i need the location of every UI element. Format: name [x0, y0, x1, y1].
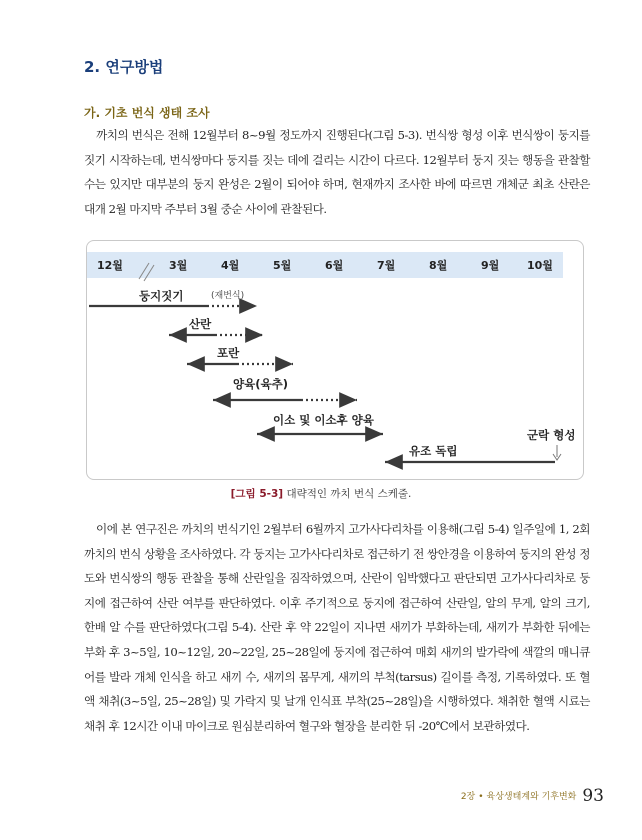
activity-chick-rearing: 양육(육추) [233, 377, 288, 391]
month-label: 4월 [221, 259, 240, 272]
month-label: 3월 [169, 259, 188, 272]
paragraph-2-text: 이에 본 연구진은 까치의 번식기인 2월부터 6월까지 고가사다리차를 이용해(그림 5-4) 일주일에 1, 2회 까치의 번식 상황을 조사하였다. 각 둥지는 고가사다리차로 접근하기 전 쌍안경을 이용하여 둥지의 완성 정도와 번식쌍의 행동 관찰을 통해 산란일을 짐작하였으며, 산란이 임박했다고 판단되면 고가사다리차로 둥지에 접근하여 산란 여부를 판단하였다. 이후 주기적으로 둥지에 접근하여 산란일, 알의 무게, 알의 크기, 한배 알 수를 판단하였다(그림 5-4). 산란 후 약 22일이 지나면 새끼가 부화하는데, 새끼가 부화한 뒤에는 부화 후 3~5일, 10~12일, 20~22일, 25~28일에 둥지에 접근하여 매회 새끼의 발가락에 색깔의 매니큐어를 발라 개체 인식을 하고 새끼 수, 새끼의 몸무게, 새끼의 부척(tarsus) 길이를 측정, 기록하였다. 또 혈액 채취(3~5일, 25~28일) 및 가락지 및 날개 인식표 부착(25~28일)을 시행하였다. 채취한 혈액 시료는 채취 후 12시간 이내 마이크로 원심분리하여 혈구와 혈장을 분리한 뒤 -20℃에서 보관하였다. [84, 522, 590, 733]
caption-label: [그림 5-3] [230, 488, 284, 500]
month-label: 5월 [273, 259, 292, 272]
caption-text: 대략적인 까치 번식 스케줄. [286, 488, 412, 500]
month-label: 6월 [325, 259, 344, 272]
activity-egg-laying: 산란 [189, 317, 212, 331]
month-label: 10월 [527, 259, 553, 272]
activity-nest-building: 둥지짓기 [139, 289, 184, 303]
footer-title: 육상생태계와 기후변화 [486, 792, 577, 802]
month-label: 7월 [377, 259, 396, 272]
activity-incubation: 포란 [217, 346, 240, 360]
month-label: 8월 [429, 259, 448, 272]
page-footer [461, 786, 604, 806]
paragraph-1-text: 까치의 번식은 전해 12월부터 8~9월 정도까지 진행된다(그림 5-3). 번식쌍 형성 이후 번식쌍이 둥지를 짓기 시작하는데, 번식쌍마다 둥지를 짓는 데에 걸리는 시간이 다르다. 12월부터 둥지 짓는 행동을 관찰할 수는 있지만 대부분의 둥지 완성은 2월이 되어야 하며, 현재까지 조사한 바에 따르면 개체군 최초 산란은 대개 2월 마지막 주부터 3월 중순 사이에 관찰된다. [84, 128, 590, 216]
paragraph-breeding [84, 123, 590, 221]
footer-separator: • [478, 792, 484, 802]
subsection-title: 가. 기초 번식 생태 조사 [84, 106, 210, 120]
page-number: 93 [582, 786, 604, 806]
activity-nest-note: (재번식) [211, 291, 245, 301]
breeding-schedule-figure [86, 240, 584, 480]
breeding-schedule-diagram [87, 241, 585, 481]
activity-juvenile-independence: 유조 독립 [409, 444, 458, 458]
paragraph-methods [84, 517, 590, 738]
figure-caption [0, 486, 642, 501]
activity-fledging: 이소 및 이소후 양육 [273, 413, 374, 427]
activity-flock-formation: 군락 형성 [527, 428, 576, 442]
month-label: 9월 [481, 259, 500, 272]
footer-chapter: 2장 [460, 792, 476, 802]
month-label: 12월 [97, 259, 123, 272]
section-title: 2. 연구방법 [84, 58, 164, 76]
